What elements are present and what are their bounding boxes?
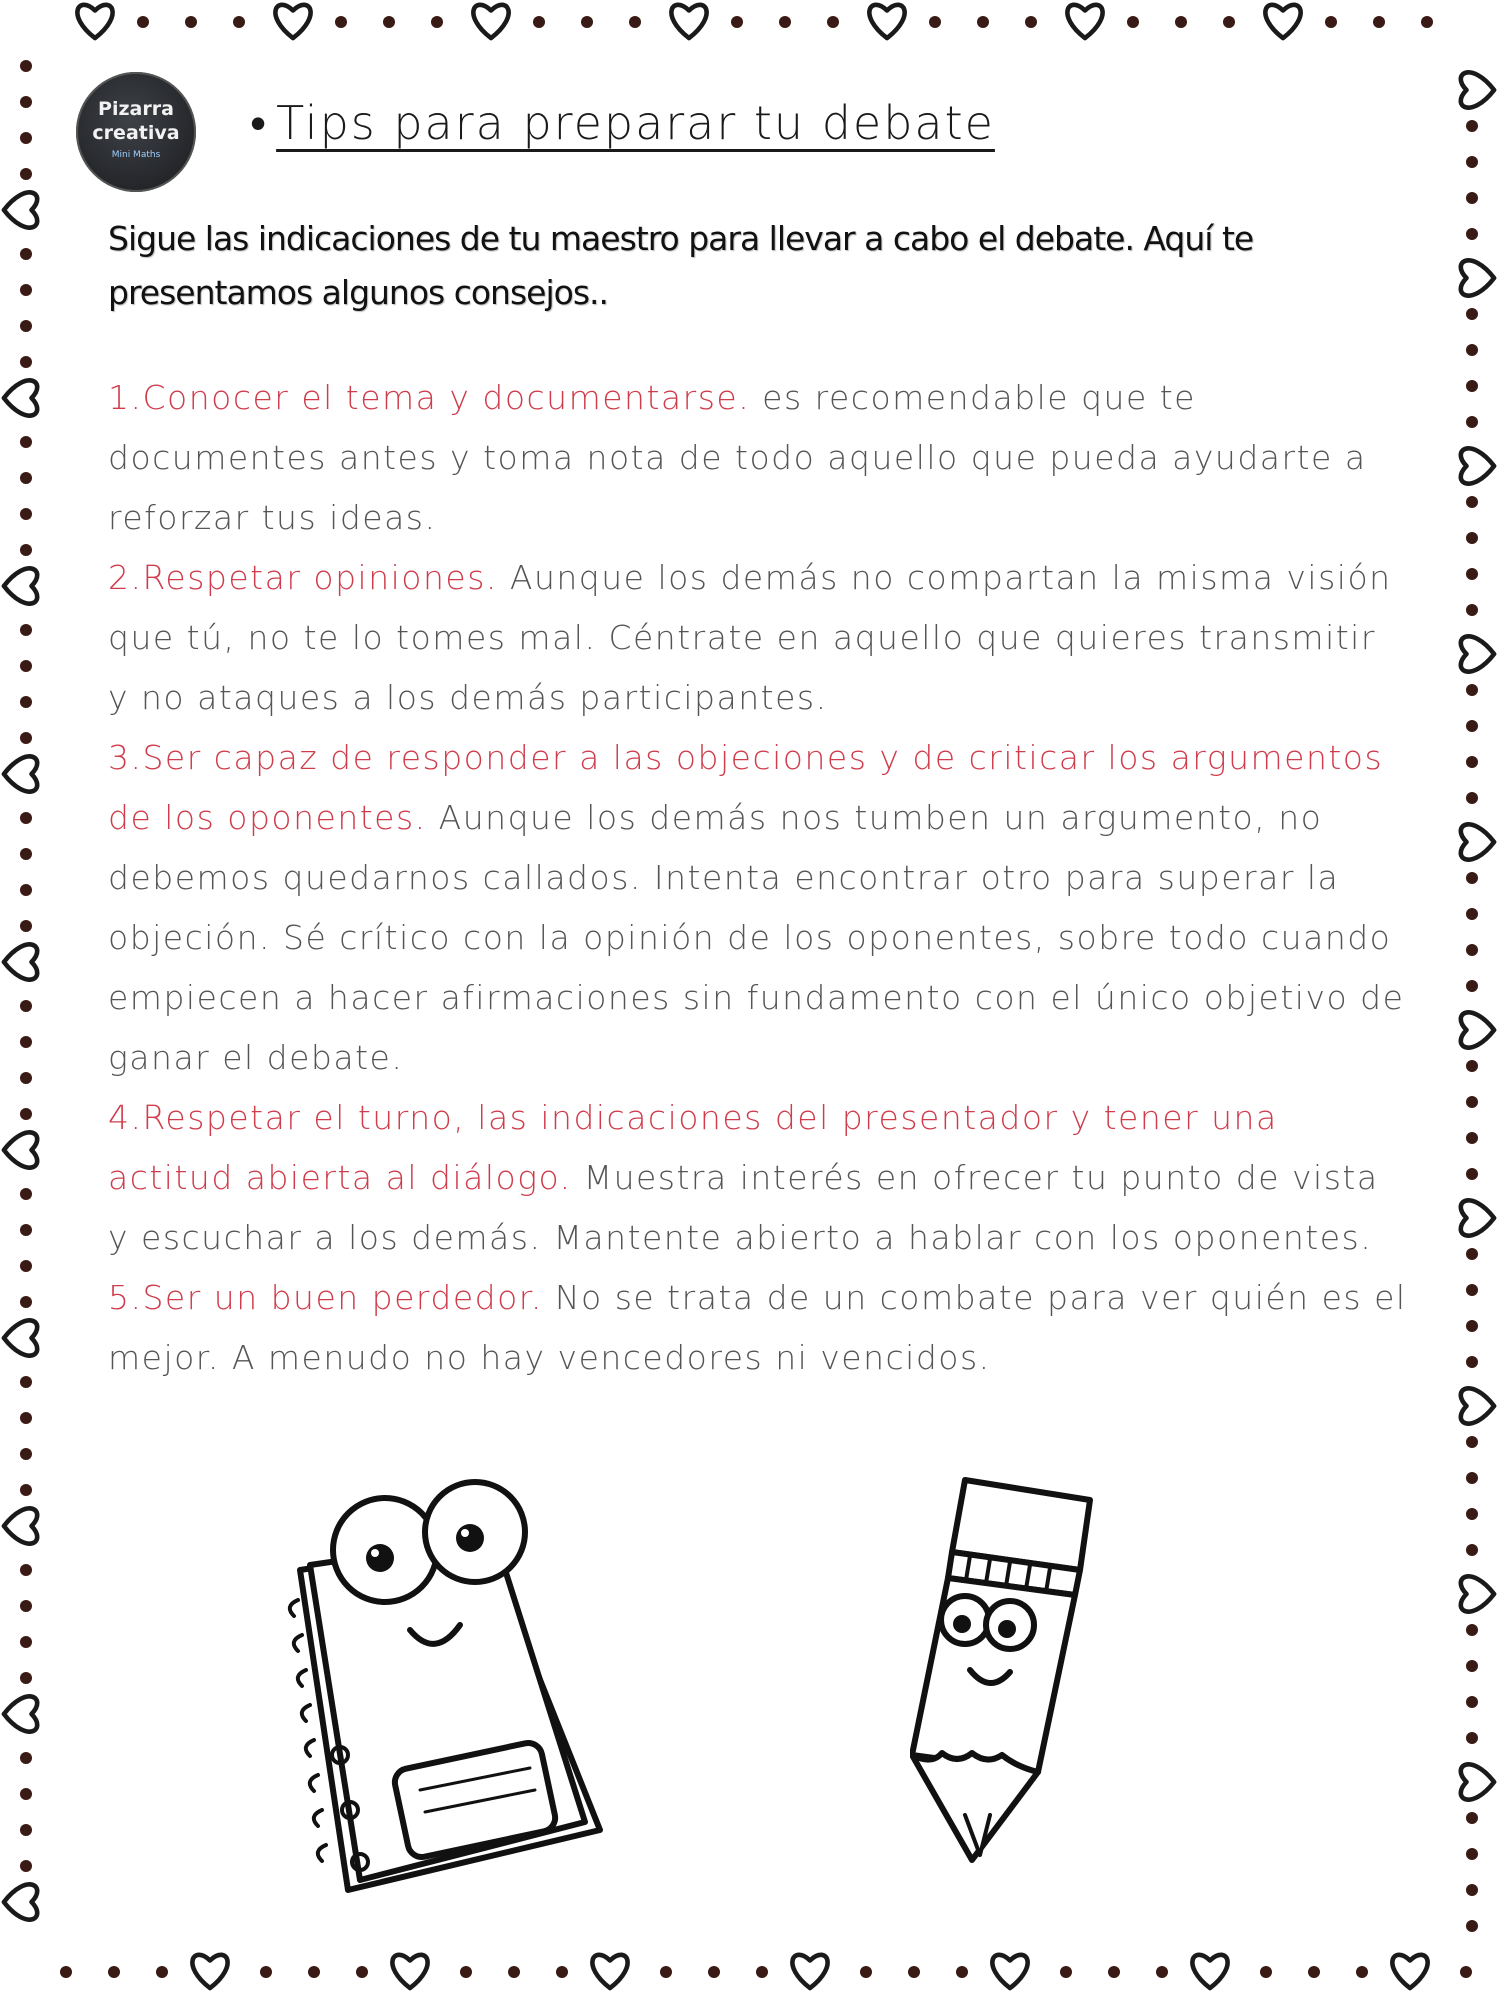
dot-icon [956, 1966, 968, 1978]
dot-icon [431, 16, 443, 28]
dot-icon [20, 168, 32, 180]
dot-icon [1466, 1320, 1478, 1332]
dot-icon [1466, 1284, 1478, 1296]
dot-icon [1466, 1920, 1478, 1932]
title-text: Tips para preparar tu debate [276, 96, 995, 150]
dot-icon [1466, 1884, 1478, 1896]
heart-icon [992, 1955, 1027, 1988]
tip-2-text: Aunque los demás no compartan la misma visión que tú, no te lo tomes mal. Céntrate en aquello que quieres transmitir y no ataques a los demás participantes. [108, 558, 1392, 717]
dot-icon [20, 696, 32, 708]
heart-icon [792, 1955, 827, 1988]
dot-icon [1466, 416, 1478, 428]
dot-icon [20, 660, 32, 672]
dot-icon [1325, 16, 1337, 28]
heart-icon [392, 1955, 427, 1988]
dot-icon [1466, 192, 1478, 204]
heart-icon [1461, 260, 1494, 295]
dot-icon [1466, 908, 1478, 920]
dot-icon [1466, 120, 1478, 132]
tip-1-text: es recomendable que te documentes antes y toma nota de todo aquello que pueda ayudarte a reforzar tus ideas. [108, 378, 1367, 537]
dot-icon [20, 1448, 32, 1460]
heart-icon [4, 568, 37, 603]
heart-icon [4, 1696, 37, 1731]
dot-icon [860, 1966, 872, 1978]
dot-icon [1466, 1812, 1478, 1824]
dot-icon [1466, 308, 1478, 320]
tips-list [108, 368, 1408, 1388]
heart-icon [192, 1955, 227, 1988]
notebook-illustration [280, 1470, 620, 1900]
dot-icon [1466, 1168, 1478, 1180]
tip-4-heading: 4.Respetar el turno, las indicaciones del presentador y tener una actitud abierta al diálogo. [108, 1098, 1278, 1197]
heart-icon [1192, 1955, 1227, 1988]
heart-icon [869, 5, 904, 38]
dot-icon [20, 472, 32, 484]
dot-icon [137, 16, 149, 28]
dot-icon [20, 1788, 32, 1800]
dot-icon [260, 1966, 272, 1978]
dot-icon [827, 16, 839, 28]
dot-icon [20, 320, 32, 332]
heart-icon [4, 1884, 37, 1919]
dot-icon [1466, 1356, 1478, 1368]
logo-line-3: Mini Maths [111, 150, 161, 160]
heart-icon [1461, 1012, 1494, 1047]
dot-icon [460, 1966, 472, 1978]
heart-icon [1461, 1388, 1494, 1423]
dot-icon [1156, 1966, 1168, 1978]
intro-text: Sigue las indicaciones de tu maestro para llevar a cabo el debate. Aquí te presentamos algunos consejos.. [108, 219, 1254, 312]
dot-icon [20, 1412, 32, 1424]
dot-icon [1466, 228, 1478, 240]
dot-icon [1466, 1696, 1478, 1708]
tip-4 [108, 1088, 1408, 1268]
dot-icon [1356, 1966, 1368, 1978]
heart-icon [4, 1132, 37, 1167]
dot-icon [1466, 1436, 1478, 1448]
dot-icon [1466, 756, 1478, 768]
dot-icon [929, 16, 941, 28]
dot-icon [20, 1000, 32, 1012]
dot-icon [1373, 16, 1385, 28]
tip-3-text: Aunque los demás nos tumben un argumento, no debemos quedarnos callados. Intenta encontrar otro para superar la objeción. Sé crítico con la opinión de los oponentes, sobre todo cuando empiecen a hacer afirmaciones sin fundamento con el único objetivo de ganar el debate. [108, 798, 1405, 1077]
dot-icon [156, 1966, 168, 1978]
dot-icon [708, 1966, 720, 1978]
tip-1-heading: 1.Conocer el tema y documentarse. [108, 378, 751, 417]
dot-icon [1466, 792, 1478, 804]
dot-icon [1466, 380, 1478, 392]
dot-icon [1308, 1966, 1320, 1978]
dot-icon [1466, 496, 1478, 508]
dot-icon [20, 1036, 32, 1048]
dot-icon [1466, 1660, 1478, 1672]
dot-icon [20, 1260, 32, 1272]
dot-icon [20, 1376, 32, 1388]
dot-icon [20, 624, 32, 636]
dot-icon [1466, 1096, 1478, 1108]
dot-icon [1466, 568, 1478, 580]
dot-icon [108, 1966, 120, 1978]
dot-icon [356, 1966, 368, 1978]
heart-icon [1461, 448, 1494, 483]
dot-icon [20, 1108, 32, 1120]
heart-icon [1461, 72, 1494, 107]
dot-icon [20, 1752, 32, 1764]
dot-icon [756, 1966, 768, 1978]
dot-icon [20, 1600, 32, 1612]
logo-line-1: Pizarra [98, 98, 174, 120]
tip-3-heading: 3.Ser capaz de responder a las objeciones y de criticar los argumentos de los oponentes. [108, 738, 1384, 837]
dot-icon [20, 1484, 32, 1496]
dot-icon [908, 1966, 920, 1978]
dot-icon [1466, 1248, 1478, 1260]
tip-5 [108, 1268, 1408, 1388]
dot-icon [1466, 1472, 1478, 1484]
heart-icon [4, 1320, 37, 1355]
dot-icon [660, 1966, 672, 1978]
dot-icon [1025, 16, 1037, 28]
dot-icon [20, 508, 32, 520]
dot-icon [20, 884, 32, 896]
dot-icon [1466, 532, 1478, 544]
heart-icon [1461, 1764, 1494, 1799]
heart-icon [592, 1955, 627, 1988]
dot-icon [20, 1296, 32, 1308]
dot-icon [1466, 1060, 1478, 1072]
heart-icon [1461, 1576, 1494, 1611]
logo-line-2: creativa [92, 122, 180, 144]
dot-icon [1466, 344, 1478, 356]
dot-icon [20, 544, 32, 556]
dot-icon [308, 1966, 320, 1978]
tip-2-heading: 2.Respetar opiniones. [108, 558, 498, 597]
dot-icon [20, 356, 32, 368]
dot-icon [1466, 872, 1478, 884]
dot-icon [1127, 16, 1139, 28]
dot-icon [1466, 1624, 1478, 1636]
pencil-illustration [910, 1470, 1110, 1870]
heart-icon [275, 5, 310, 38]
dot-icon [731, 16, 743, 28]
dot-icon [1108, 1966, 1120, 1978]
dot-icon [20, 1188, 32, 1200]
page-title [250, 96, 995, 150]
dot-icon [185, 16, 197, 28]
dot-icon [20, 1672, 32, 1684]
tip-2 [108, 548, 1408, 728]
dot-icon [1466, 980, 1478, 992]
dot-icon [629, 16, 641, 28]
dot-icon [533, 16, 545, 28]
dot-icon [20, 1824, 32, 1836]
dot-icon [20, 60, 32, 72]
dot-icon [233, 16, 245, 28]
dot-icon [1466, 1544, 1478, 1556]
dot-icon [581, 16, 593, 28]
dot-icon [1466, 720, 1478, 732]
heart-icon [4, 756, 37, 791]
heart-icon [671, 5, 706, 38]
tip-5-heading: 5.Ser un buen perdedor. [108, 1278, 543, 1317]
heart-icon [1067, 5, 1102, 38]
dot-icon [556, 1966, 568, 1978]
dot-icon [1466, 1848, 1478, 1860]
heart-icon [4, 944, 37, 979]
dot-icon [20, 248, 32, 260]
dot-icon [1466, 156, 1478, 168]
dot-icon [60, 1966, 72, 1978]
dot-icon [1466, 944, 1478, 956]
dot-icon [20, 132, 32, 144]
dot-icon [1223, 16, 1235, 28]
dot-icon [20, 848, 32, 860]
dot-icon [20, 284, 32, 296]
heart-icon [1265, 5, 1300, 38]
heart-icon [4, 1508, 37, 1543]
tip-1 [108, 368, 1408, 548]
dot-icon [20, 1072, 32, 1084]
dot-icon [1060, 1966, 1072, 1978]
dot-icon [20, 920, 32, 932]
dot-icon [1466, 684, 1478, 696]
dot-icon [20, 1564, 32, 1576]
heart-icon [473, 5, 508, 38]
heart-icon [4, 380, 37, 415]
pizarra-creativa-logo [76, 72, 196, 192]
dot-icon [20, 1636, 32, 1648]
dot-icon [1460, 1966, 1472, 1978]
tip-3 [108, 728, 1408, 1088]
dot-icon [20, 1224, 32, 1236]
dot-icon [1466, 1732, 1478, 1744]
tip-4-text: Muestra interés en ofrecer tu punto de vista y escuchar a los demás. Mantente abierto a hablar con los oponentes. [108, 1158, 1379, 1257]
dot-icon [977, 16, 989, 28]
tip-5-text: No se trata de un combate para ver quién es el mejor. A menudo no hay vencedores ni vencidos. [108, 1278, 1407, 1377]
dot-icon [20, 732, 32, 744]
dot-icon [1466, 604, 1478, 616]
dot-icon [1466, 1508, 1478, 1520]
heart-icon [1461, 824, 1494, 859]
dot-icon [20, 1860, 32, 1872]
heart-icon [4, 192, 37, 227]
dot-icon [20, 812, 32, 824]
dot-icon [508, 1966, 520, 1978]
dot-icon [1421, 16, 1433, 28]
heart-icon [1392, 1955, 1427, 1988]
dot-icon [779, 16, 791, 28]
dot-icon [1260, 1966, 1272, 1978]
title-bullet: • [250, 96, 269, 150]
dot-icon [20, 96, 32, 108]
heart-icon [77, 5, 112, 38]
heart-icon [1461, 636, 1494, 671]
dot-icon [383, 16, 395, 28]
dot-icon [1466, 1132, 1478, 1144]
dot-icon [335, 16, 347, 28]
heart-icon [1461, 1200, 1494, 1235]
dot-icon [20, 436, 32, 448]
dot-icon [1175, 16, 1187, 28]
